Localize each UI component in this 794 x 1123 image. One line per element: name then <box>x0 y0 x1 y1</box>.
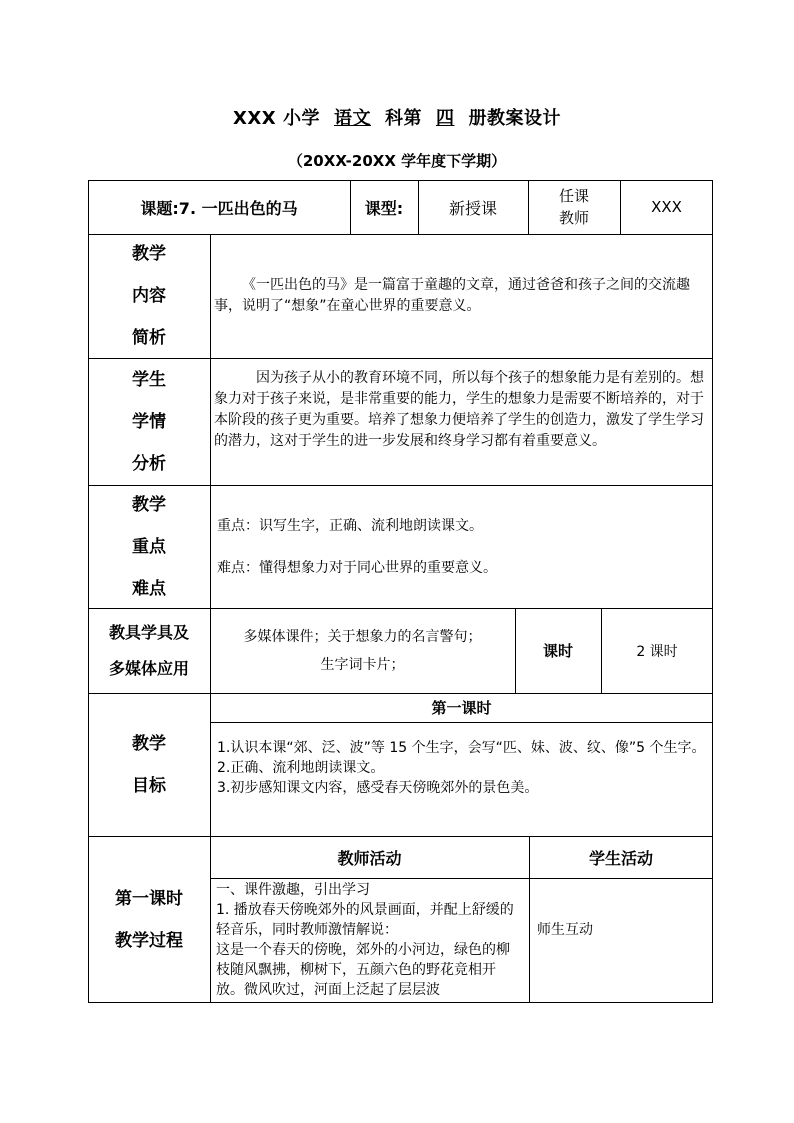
teacher-activity-line: 1. 播放春天傍晚郊外的风景画面，并配上舒缓的轻音乐，同时教师激情解说： <box>216 902 514 938</box>
school-name: XXX 小学 <box>233 108 320 129</box>
goal-item: 1.认识本课“郊、泛、波”等 15 个生字，会写“匹、妹、波、纹、像”5 个生字。 <box>217 740 706 756</box>
label-line: 重点 <box>132 536 166 557</box>
teacher-activity-line: 一、课件激趣，引出学习 <box>216 882 370 898</box>
label-line: 分析 <box>132 453 166 474</box>
difficult-point: 难点：懂得想象力对于同心世界的重要意义。 <box>217 560 497 576</box>
content-label <box>88 234 210 358</box>
subject-blank: 语文 <box>333 108 371 129</box>
label-line: 教学 <box>132 244 166 264</box>
hours-value: 2 课时 <box>636 643 678 660</box>
label-line: 目标 <box>132 775 166 796</box>
content-paragraph: 《一匹出色的马》是一篇富于童趣的文章，通过爸爸和孩子之间的交流趣事，说明了“想象”在童心世界的重要意义。 <box>214 277 690 314</box>
student-activity-text: 师生互动 <box>537 922 593 938</box>
label-line: 教学 <box>132 494 166 515</box>
volume-suffix: 册教案设计 <box>468 108 561 129</box>
students-text: 因为孩子从小的教育环境不同，所以每个孩子的想象能力是有差别的。想象力对于孩子来说，是非常重要的能力，学生的想象力是需要不断培养的，对于本阶段的孩子更为重要。培养了想象力便培养了学生的创造力，激发了学生学习的潜力，这对于学生的进一步发展和终身学习都有着重要意义。 <box>214 370 704 449</box>
label-line: 简析 <box>132 328 166 348</box>
label-line: 难点 <box>132 578 166 599</box>
teacher-label <box>528 180 620 234</box>
teacher-activity-text <box>216 880 523 1002</box>
goals-section-title: 第一课时 <box>431 699 492 717</box>
label-line: 内容 <box>132 286 166 306</box>
term-subtitle: （20XX-20XX 学年度下学期） <box>287 152 507 170</box>
label-line: 多媒体应用 <box>108 658 189 678</box>
type-value: 新授课 <box>448 198 497 218</box>
label-line: 第一课时 <box>115 888 183 909</box>
hours-label: 课时 <box>542 642 573 660</box>
page-title <box>0 104 794 130</box>
goals-list <box>217 738 709 798</box>
type-label: 课型: <box>364 198 404 218</box>
keypoints-label <box>88 485 210 608</box>
media-text <box>210 608 515 693</box>
teacher-label-line: 教师 <box>558 209 589 227</box>
students-label <box>88 358 210 485</box>
teacher-activity-line: 这是一个春天的傍晚，郊外的小河边，绿色的柳枝随风飘拂，柳树下，五颜六色的野花竞相开放。微风吹过，河面上泛起了层层波 <box>216 942 510 998</box>
process-header-divider <box>210 878 713 879</box>
label-line: 学生 <box>132 369 166 390</box>
label-line: 教具学具及 <box>108 622 189 642</box>
content-text <box>214 234 709 358</box>
student-activity-header: 学生活动 <box>588 848 653 868</box>
topic-cell: 课题:7. 一匹出色的马 <box>140 198 298 218</box>
media-line: 多媒体课件；关于想象力的名言警句； <box>243 628 482 645</box>
goal-item: 3.初步感知课文内容，感受春天傍晚郊外的景色美。 <box>217 780 539 796</box>
teacher-label-line: 任课 <box>558 187 589 205</box>
goal-item: 2.正确、流利地朗读课文。 <box>217 760 385 776</box>
teacher-value: XXX <box>651 198 682 216</box>
subject-suffix: 科第 <box>384 108 422 129</box>
media-line: 生字词卡片； <box>320 656 405 673</box>
goals-label <box>88 693 210 836</box>
teacher-activity-header: 教师活动 <box>337 848 402 868</box>
media-label <box>88 608 210 693</box>
goals-title-divider <box>210 722 713 723</box>
label-line: 学情 <box>132 411 166 432</box>
process-label <box>88 836 210 1003</box>
label-line: 教学 <box>132 733 166 754</box>
volume-blank: 四 <box>435 108 455 129</box>
key-point: 重点：识写生字，正确、流利地朗读课文。 <box>217 518 483 534</box>
label-line: 教学过程 <box>115 930 183 951</box>
